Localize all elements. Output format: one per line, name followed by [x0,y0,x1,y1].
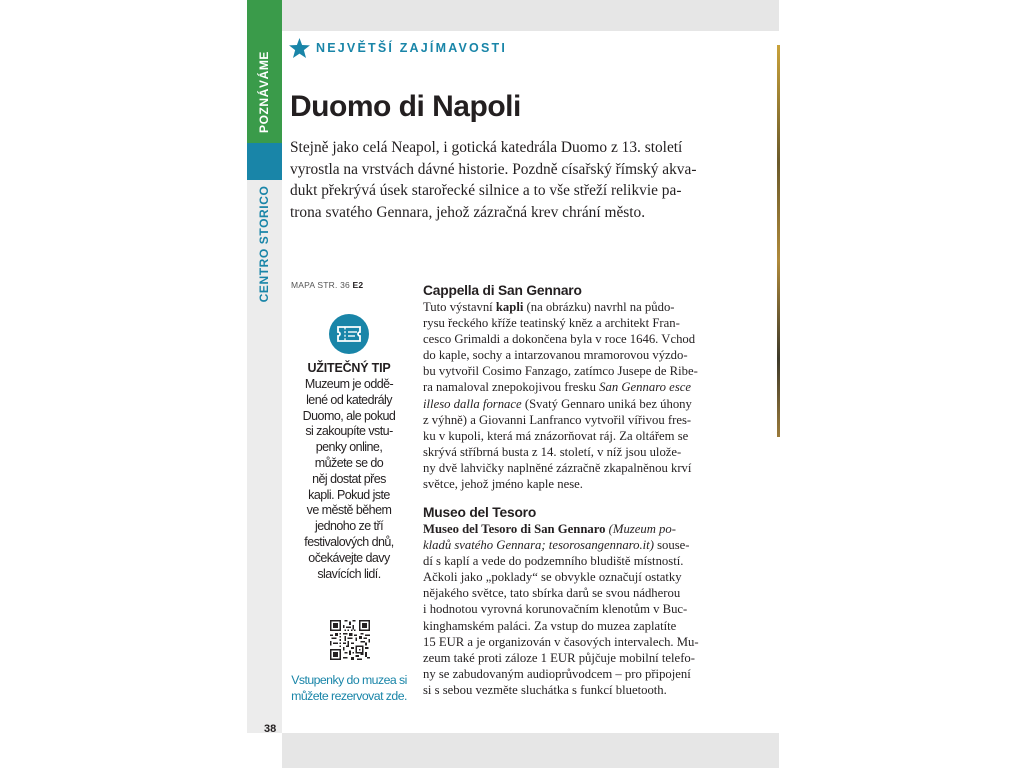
adjacent-page-photo-edge [777,45,780,437]
cappella-line: rysu řeckého kříže teatinský kněz a architekt Fran- [423,316,680,331]
museo-line: Ačkoli jako „poklady“ se obvykle označují ostatky [423,570,682,585]
cappella-line: cesco Grimaldi a dokončena byla v roce 1646. Vchod [423,332,696,347]
cappella-line: ku v kupoli, která má znázorňovat ráj. Za oltářem se [423,428,689,443]
cappella-paragraph [423,299,738,492]
map-reference-page: MAPA STR. 36 [291,280,350,290]
cappella-line: illeso dalla fornace (Svatý Gennaro uniká bez úhony [423,396,692,411]
tip-line: lené od katedrály [306,392,392,407]
tip-line: něj dostat přes [312,471,386,486]
cappella-line: skrývá stříbrná busta z 14. století, v níž jsou ulože- [423,444,682,459]
museo-line: i hodnotou vyrovná korunovačním klenotům v Buc- [423,602,688,617]
museo-line: nějakého světce, tato sbírka darů se svou nádherou [423,586,681,601]
museo-line: kinghamském paláci. Za vstup do muzea zaplatíte [423,618,677,633]
museo-line: dí s kaplí a vede do podzemního bludiště místností. [423,554,684,569]
museo-line: si s sebou vezměte sluchátka s funkcí bluetooth. [423,682,667,697]
museo-paragraph [423,521,738,698]
museo-line: ny se zabudovaným audioprůvodcem – pro připojení [423,666,691,681]
tip-line: jednoho ze tří [314,519,384,534]
district-tab [247,143,282,180]
cappella-line: ny dvě lahvičky naplněné zázračně zkapalněnou krví [423,460,692,475]
section-label: NEJVĚTŠÍ ZAJÍMAVOSTI [316,41,508,55]
top-band [282,0,779,31]
tip-line: ve městě během [306,503,392,518]
tip-line: festivalových dnů, [304,534,394,549]
bottom-band [282,733,779,768]
cappella-line: ra namaloval znepokojivou fresku San Gennaro esce [423,380,692,395]
cappella-line: do kaple, sochy a intarzovanou mramorovou výzdo- [423,348,688,363]
tip-line: můžete se do [314,455,384,470]
museo-line: 15 EUR a je organizován v časových intervalech. Mu- [423,634,699,649]
cappella-line: Tuto výstavní kapli (na obrázku) navrhl na půdo- [423,300,675,314]
intro-line: vyrostla na vrstvách dávné historie. Pozdně císařský římský akva- [290,160,697,178]
map-reference-grid: E2 [352,280,364,290]
tip-line: Duomo, ale pokud [302,408,396,423]
intro-line: Stejně jako celá Neapol, i gotická katedrála Duomo z 13. století [290,139,683,156]
tip-line: kapli. Pokud jste [308,487,390,502]
cappella-line: z výhně) a Giovanni Lanfranco vytvořil vířivou fres- [423,412,692,427]
tip-line: Muzeum je oddě- [304,377,394,391]
qr-code[interactable] [330,620,370,660]
tip-line: slavících lidí. [317,566,381,581]
qr-caption-line: můžete rezervovat zde. [291,688,407,703]
intro-paragraph [290,137,750,223]
qr-caption [285,673,413,704]
museo-heading: Museo del Tesoro [423,505,537,520]
museo-line: zeum také proti záloze 1 EUR půjčuje mobilní telefo- [423,650,695,665]
cappella-line: bu vytvořil Cosimo Fanzago, zatímco Jusepe de Ribe- [423,364,698,379]
museo-line: Museo del Tesoro di San Gennaro (Muzeum po- [423,522,676,536]
tip-line: penky online, [315,440,383,455]
tip-title: UŽITEČNÝ TIP [307,361,391,375]
cappella-heading: Cappella di San Gennaro [423,283,582,298]
museo-line: kladů svatého Gennara; tesorosangennaro.it) souse- [423,538,690,553]
page-number: 38 [264,723,277,735]
tip-line: si zakoupíte vstu- [305,424,393,439]
section-header [289,38,507,58]
intro-line: dukt překrývá úsek starořecké silnice a to vše střeží relikvie pa- [290,182,682,199]
ticket-icon [329,314,369,354]
map-reference [291,280,363,290]
section-tab-label: POZNÁVÁME [257,50,271,134]
tip-line: očekávejte davy [308,550,390,565]
qr-caption-line: Vstupenky do muzea si [291,673,407,687]
cappella-line: světce, jehož jméno kaple nese. [423,477,583,492]
page-title: Duomo di Napoli [290,90,521,123]
district-tab-label: CENTRO STORICO [257,185,271,303]
tip-body [285,377,413,582]
star-icon [289,38,310,58]
intro-line: trona svatého Gennara, jehož zázračná krev chrání město. [290,203,646,221]
